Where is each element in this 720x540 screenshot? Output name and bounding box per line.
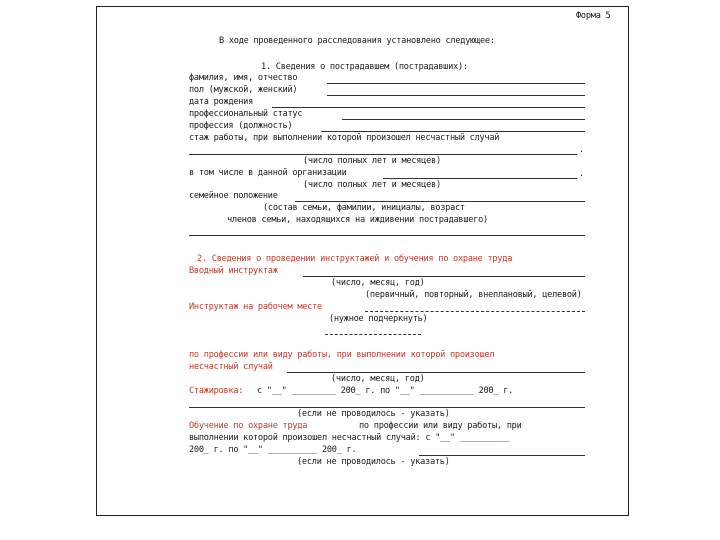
- profession-label: профессия (должность): [189, 121, 293, 131]
- social-status-field[interactable]: [342, 119, 585, 120]
- workplace-briefing-extra[interactable]: [325, 334, 421, 335]
- profession-field[interactable]: [321, 131, 585, 132]
- intro-date-hint: (число, месяц, год): [331, 278, 425, 288]
- section2-title: 2. Сведения о проведении инструктажей и обучения по охране труда: [197, 254, 513, 264]
- internship-field[interactable]: [189, 407, 585, 408]
- gender-label: пол (мужской, женский): [189, 85, 298, 95]
- gender-field[interactable]: [327, 95, 585, 96]
- workplace-briefing-field[interactable]: [365, 311, 585, 312]
- org-experience-label: в том числе в данной организации: [189, 168, 347, 178]
- form-page: Форма 5 В ходе проведенного расследования установлено следующее: 1. Сведения о пострадавшем (пострадавших): фамилия, имя, отчество пол (мужской, женский) дата рождения профессиональный статус профессия (должность) стаж работы, при выполнении которой произошел несчастный случай . (число полных лет и месяцев) в том числе в данной организации . (число полных лет и месяцев) семейное положение (состав семьи, фамилии, инициалы, возраст членов семьи, находящихся на иждивении пострадавшего) 2. Сведения о проведении инструктажей и обучения по охране труда Вводный инструктаж (число, месяц, год) (первичный, повторный, внеплановый, целевой) Инструктаж на рабочем месте (нужное подчеркнуть) по профессии или виду работы, при выполнении которой произошел несчастный случай (число, месяц, год) Стажировка: с "__" _________ 200_ г. по "__" ___________ 200_ г. (если не проводилось - указать) Обучение по охране труда по профессии или виду работы, при выполнении которой произошел несчастный случай: с "__" __________ 200_ г. по "__" __________ 200_ г. (если не проводилось - указать): [96, 6, 629, 516]
- section1-title: 1. Сведения о пострадавшем (пострадавших):: [261, 62, 468, 72]
- org-experience-field[interactable]: [383, 178, 577, 179]
- training-text: по профессии или виду работы, при: [359, 421, 522, 431]
- accident-date-hint: (число, месяц, год): [331, 374, 425, 384]
- experience-field[interactable]: [189, 154, 577, 155]
- internship-dates: с "__" _________ 200_ г. по "__" ___________ 200_ г.: [257, 386, 514, 396]
- not-done-hint: (если не проводилось - указать): [297, 409, 450, 419]
- family-label: семейное положение: [189, 191, 278, 201]
- org-experience-hint: (число полных лет и месяцев): [303, 180, 441, 190]
- by-profession-text: по профессии или виду работы, при выполнении которой произошел: [189, 350, 495, 360]
- training-field[interactable]: [419, 455, 585, 456]
- fio-label: фамилия, имя, отчество: [189, 73, 298, 83]
- birth-date-field[interactable]: [272, 107, 585, 108]
- training-text-3: 200_ г. по "__" __________ 200_ г.: [189, 445, 357, 455]
- training-text-2: выполнении которой произошел несчастный случай: с "__" __________: [189, 433, 510, 443]
- fio-field[interactable]: [327, 83, 585, 84]
- family-hint1: (состав семьи, фамилии, инициалы, возраст: [263, 203, 465, 213]
- workplace-briefing-label: Инструктаж на рабочем месте: [189, 302, 322, 312]
- accident-field[interactable]: [287, 372, 585, 373]
- intro-briefing-label: Вводный инструктаж: [189, 266, 278, 276]
- social-status-label: профессиональный статус: [189, 109, 303, 119]
- form-label: Форма 5: [576, 11, 611, 21]
- family-hint2: членов семьи, находящихся на иждивении пострадавшего): [227, 215, 488, 225]
- internship-label: Стажировка:: [189, 386, 244, 396]
- training-label: Обучение по охране труда: [189, 421, 308, 431]
- underline-hint: (нужное подчеркнуть): [329, 314, 428, 324]
- accident-label: несчастный случай: [189, 362, 273, 372]
- experience-label: стаж работы, при выполнении которой произошел несчастный случай: [189, 133, 500, 143]
- not-done-hint-2: (если не проводилось - указать): [297, 457, 450, 467]
- experience-hint: (число полных лет и месяцев): [303, 156, 441, 166]
- birth-date-label: дата рождения: [189, 97, 254, 107]
- intro-briefing-field[interactable]: [303, 276, 585, 277]
- heading: В ходе проведенного расследования установлено следующее:: [219, 36, 495, 46]
- briefing-type-hint: (первичный, повторный, внеплановый, целевой): [365, 290, 582, 300]
- family-field-2[interactable]: [189, 235, 585, 236]
- family-field[interactable]: [295, 201, 585, 202]
